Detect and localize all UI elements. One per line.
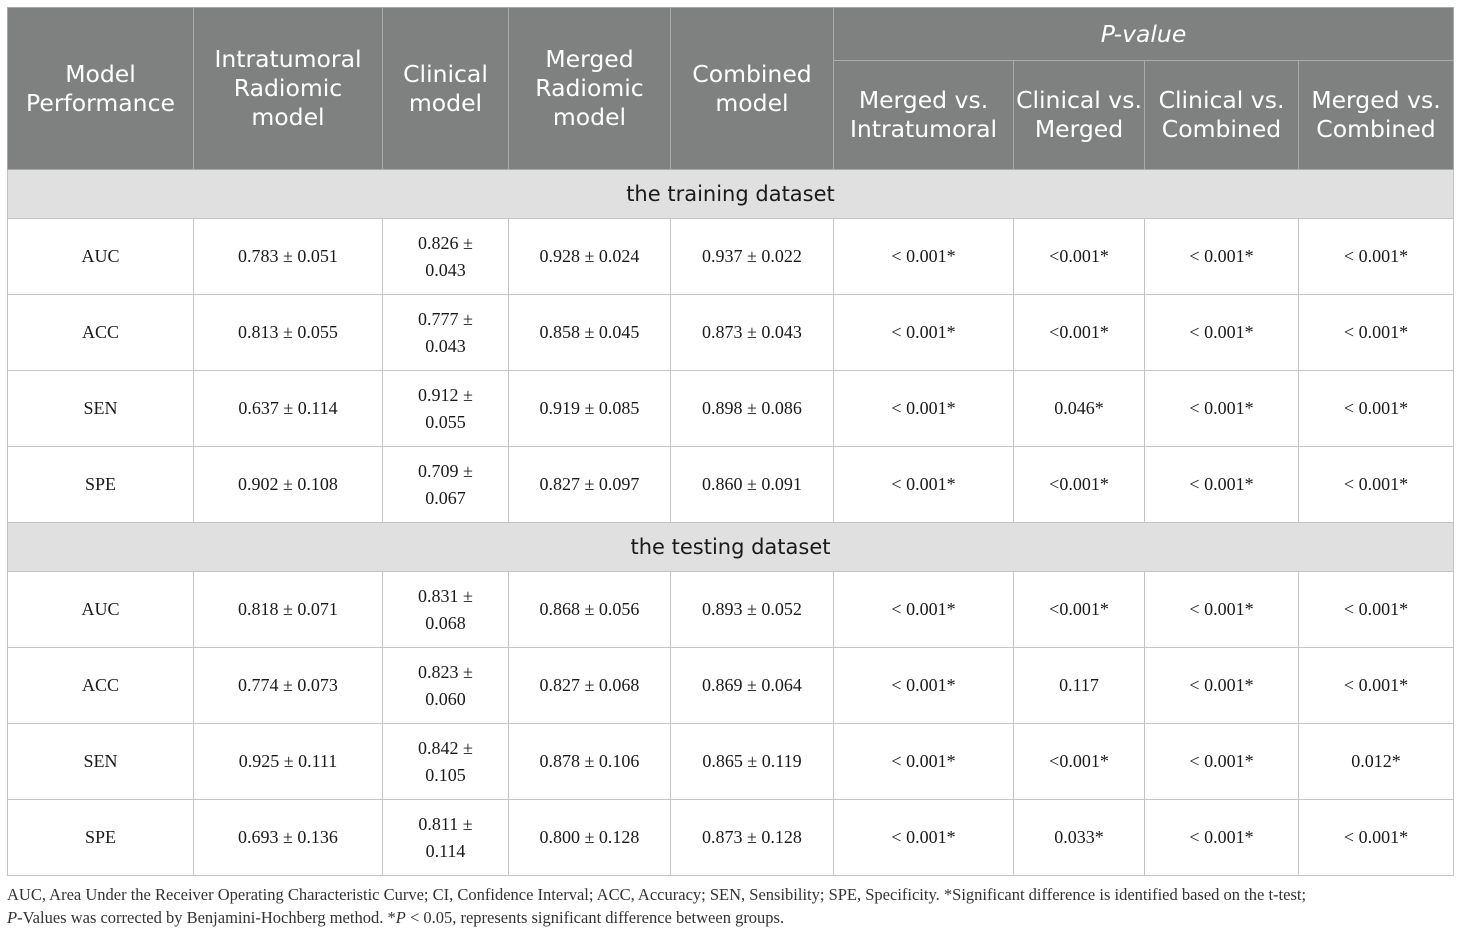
cell-p-clinical-vs-combined: < 0.001* bbox=[1145, 800, 1299, 876]
cell-merged: 0.868 ± 0.056 bbox=[509, 572, 671, 648]
cell-merged: 0.827 ± 0.068 bbox=[509, 648, 671, 724]
cell-p-merged-vs-intratumoral: < 0.001* bbox=[834, 447, 1014, 523]
cell-combined: 0.873 ± 0.128 bbox=[671, 800, 834, 876]
table-row bbox=[8, 295, 1454, 371]
table-row bbox=[8, 648, 1454, 724]
cell-intratumoral: 0.774 ± 0.073 bbox=[194, 648, 383, 724]
footnote-line-2 bbox=[7, 906, 1453, 929]
cell-clinical: 0.831 ± 0.068 bbox=[383, 572, 509, 648]
cell-intratumoral: 0.637 ± 0.114 bbox=[194, 371, 383, 447]
cell-combined: 0.860 ± 0.091 bbox=[671, 447, 834, 523]
cell-p-clinical-vs-combined: < 0.001* bbox=[1145, 295, 1299, 371]
cell-metric: SPE bbox=[8, 800, 194, 876]
cell-intratumoral: 0.818 ± 0.071 bbox=[194, 572, 383, 648]
cell-clinical: 0.842 ± 0.105 bbox=[383, 724, 509, 800]
cell-clinical: 0.777 ± 0.043 bbox=[383, 295, 509, 371]
cell-p-clinical-vs-merged: <0.001* bbox=[1014, 219, 1145, 295]
table-row bbox=[8, 447, 1454, 523]
cell-p-clinical-vs-combined: < 0.001* bbox=[1145, 572, 1299, 648]
cell-clinical: 0.709 ± 0.067 bbox=[383, 447, 509, 523]
cell-metric: SEN bbox=[8, 724, 194, 800]
cell-combined: 0.865 ± 0.119 bbox=[671, 724, 834, 800]
cell-p-clinical-vs-combined: < 0.001* bbox=[1145, 648, 1299, 724]
header-model-performance: Model Performance bbox=[8, 8, 194, 170]
header-clinical-vs-combined: Clinical vs. Combined bbox=[1145, 61, 1299, 170]
cell-intratumoral: 0.925 ± 0.111 bbox=[194, 724, 383, 800]
cell-p-merged-vs-intratumoral: < 0.001* bbox=[834, 371, 1014, 447]
cell-p-clinical-vs-combined: < 0.001* bbox=[1145, 724, 1299, 800]
cell-p-merged-vs-combined: < 0.001* bbox=[1299, 371, 1454, 447]
cell-intratumoral: 0.783 ± 0.051 bbox=[194, 219, 383, 295]
cell-intratumoral: 0.813 ± 0.055 bbox=[194, 295, 383, 371]
cell-combined: 0.869 ± 0.064 bbox=[671, 648, 834, 724]
table-row bbox=[8, 371, 1454, 447]
cell-combined: 0.937 ± 0.022 bbox=[671, 219, 834, 295]
footnote-line-2b: < 0.05, represents significant difference between groups. bbox=[405, 908, 785, 927]
header-intratumoral-model: Intratumoral Radiomic model bbox=[194, 8, 383, 170]
header-clinical-vs-merged: Clinical vs. Merged bbox=[1014, 61, 1145, 170]
cell-metric: ACC bbox=[8, 295, 194, 371]
cell-merged: 0.919 ± 0.085 bbox=[509, 371, 671, 447]
header-p-value: P-value bbox=[834, 8, 1454, 61]
section-header-row bbox=[8, 523, 1454, 572]
cell-clinical: 0.811 ± 0.114 bbox=[383, 800, 509, 876]
cell-metric: AUC bbox=[8, 219, 194, 295]
cell-p-clinical-vs-merged: <0.001* bbox=[1014, 572, 1145, 648]
cell-p-merged-vs-combined: < 0.001* bbox=[1299, 295, 1454, 371]
section-title: the testing dataset bbox=[8, 523, 1454, 572]
cell-merged: 0.800 ± 0.128 bbox=[509, 800, 671, 876]
cell-metric: AUC bbox=[8, 572, 194, 648]
cell-metric: SEN bbox=[8, 371, 194, 447]
cell-intratumoral: 0.902 ± 0.108 bbox=[194, 447, 383, 523]
cell-merged: 0.827 ± 0.097 bbox=[509, 447, 671, 523]
cell-metric: ACC bbox=[8, 648, 194, 724]
table-row bbox=[8, 219, 1454, 295]
cell-p-merged-vs-intratumoral: < 0.001* bbox=[834, 572, 1014, 648]
header-merged-vs-intratumoral: Merged vs. Intratumoral bbox=[834, 61, 1014, 170]
footnote-line-1: AUC, Area Under the Receiver Operating Characteristic Curve; CI, Confidence Interval; ACC, Accuracy; SEN, Sensibility; SPE, Specificity. *Significant difference is identified based on the t-test; bbox=[7, 885, 1307, 904]
table-row bbox=[8, 800, 1454, 876]
footnote-p-italic-2: P bbox=[395, 908, 406, 927]
table-body bbox=[8, 170, 1454, 876]
cell-p-clinical-vs-combined: < 0.001* bbox=[1145, 219, 1299, 295]
cell-p-clinical-vs-merged: 0.117 bbox=[1014, 648, 1145, 724]
cell-p-merged-vs-combined: 0.012* bbox=[1299, 724, 1454, 800]
cell-p-clinical-vs-merged: 0.046* bbox=[1014, 371, 1145, 447]
table-row bbox=[8, 724, 1454, 800]
cell-p-merged-vs-combined: < 0.001* bbox=[1299, 572, 1454, 648]
cell-p-clinical-vs-merged: <0.001* bbox=[1014, 447, 1145, 523]
header-row-main bbox=[8, 8, 1454, 61]
cell-metric: SPE bbox=[8, 447, 194, 523]
header-merged-vs-combined: Merged vs. Combined bbox=[1299, 61, 1454, 170]
cell-clinical: 0.826 ± 0.043 bbox=[383, 219, 509, 295]
cell-p-merged-vs-intratumoral: < 0.001* bbox=[834, 648, 1014, 724]
cell-clinical: 0.912 ± 0.055 bbox=[383, 371, 509, 447]
cell-combined: 0.893 ± 0.052 bbox=[671, 572, 834, 648]
cell-p-merged-vs-combined: < 0.001* bbox=[1299, 447, 1454, 523]
table-row bbox=[8, 572, 1454, 648]
cell-p-merged-vs-intratumoral: < 0.001* bbox=[834, 219, 1014, 295]
cell-merged: 0.878 ± 0.106 bbox=[509, 724, 671, 800]
footnote-p-italic: P bbox=[7, 908, 18, 927]
cell-p-clinical-vs-merged: <0.001* bbox=[1014, 724, 1145, 800]
cell-p-merged-vs-intratumoral: < 0.001* bbox=[834, 724, 1014, 800]
cell-combined: 0.898 ± 0.086 bbox=[671, 371, 834, 447]
cell-merged: 0.928 ± 0.024 bbox=[509, 219, 671, 295]
cell-p-clinical-vs-merged: 0.033* bbox=[1014, 800, 1145, 876]
cell-intratumoral: 0.693 ± 0.136 bbox=[194, 800, 383, 876]
model-performance-table bbox=[7, 7, 1454, 876]
section-title: the training dataset bbox=[8, 170, 1454, 219]
header-clinical-model: Clinical model bbox=[383, 8, 509, 170]
cell-p-merged-vs-combined: < 0.001* bbox=[1299, 219, 1454, 295]
cell-combined: 0.873 ± 0.043 bbox=[671, 295, 834, 371]
cell-p-merged-vs-combined: < 0.001* bbox=[1299, 800, 1454, 876]
cell-p-clinical-vs-combined: < 0.001* bbox=[1145, 371, 1299, 447]
header-merged-model: Merged Radiomic model bbox=[509, 8, 671, 170]
cell-p-clinical-vs-combined: < 0.001* bbox=[1145, 447, 1299, 523]
cell-merged: 0.858 ± 0.045 bbox=[509, 295, 671, 371]
footnote-line-2a: -Values was corrected by Benjamini-Hochberg method. * bbox=[17, 908, 396, 927]
cell-clinical: 0.823 ± 0.060 bbox=[383, 648, 509, 724]
cell-p-merged-vs-intratumoral: < 0.001* bbox=[834, 295, 1014, 371]
cell-p-merged-vs-intratumoral: < 0.001* bbox=[834, 800, 1014, 876]
cell-p-merged-vs-combined: < 0.001* bbox=[1299, 648, 1454, 724]
header-combined-model: Combined model bbox=[671, 8, 834, 170]
table-footnote bbox=[7, 883, 1453, 929]
cell-p-clinical-vs-merged: <0.001* bbox=[1014, 295, 1145, 371]
section-header-row bbox=[8, 170, 1454, 219]
